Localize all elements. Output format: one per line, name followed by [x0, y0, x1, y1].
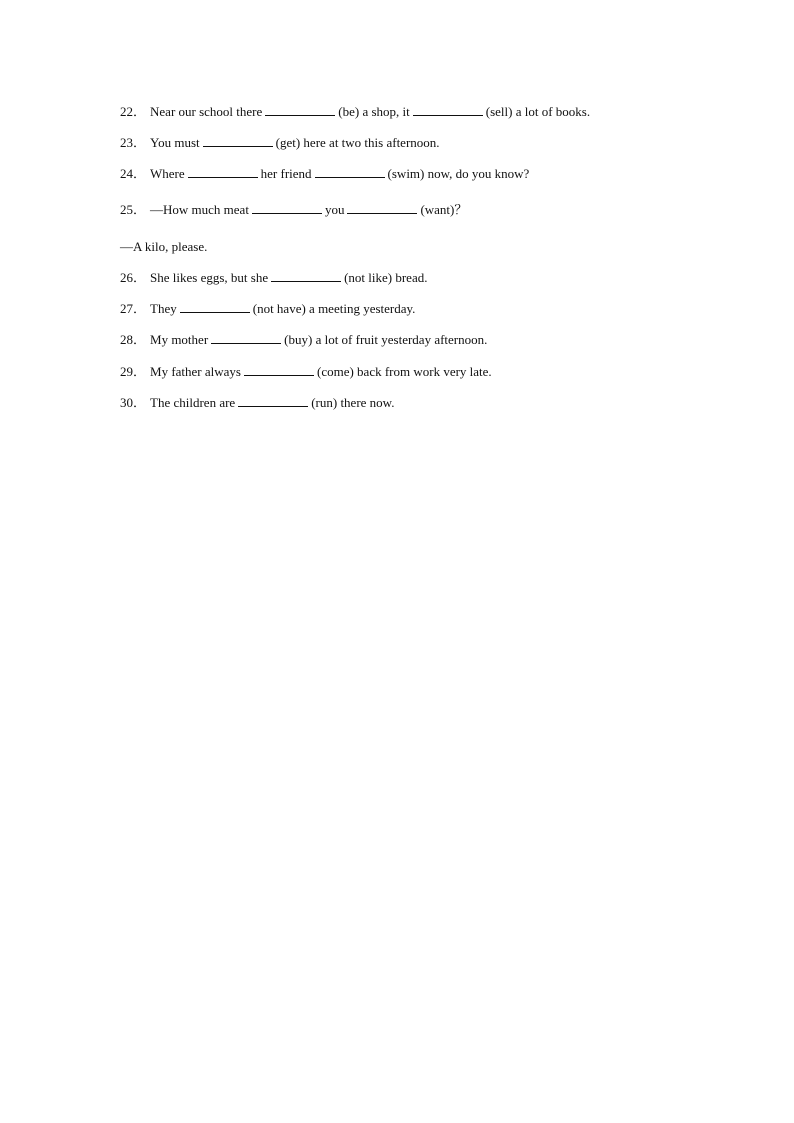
answer-blank[interactable]: [265, 114, 335, 116]
question-number: 30．: [120, 395, 147, 410]
question-text: (swim) now, do you know?: [387, 166, 530, 181]
question-text: (be) a shop, it: [338, 104, 410, 119]
question-text: My father always: [150, 364, 241, 379]
answer-blank[interactable]: [271, 280, 341, 282]
answer-blank[interactable]: [188, 176, 258, 178]
question-29: [120, 364, 492, 380]
question-22: [120, 104, 590, 120]
question-text: (not have) a meeting yesterday.: [252, 301, 416, 316]
question-text: She likes eggs, but she: [150, 270, 269, 285]
question-text: You must: [150, 135, 200, 150]
question-text: you: [324, 202, 345, 217]
question-24: [120, 166, 529, 182]
question-text: Where: [150, 166, 185, 181]
question-text: They: [150, 301, 177, 316]
question-text: (get) here at two this afternoon.: [275, 135, 440, 150]
question-text: (not like) bread.: [344, 270, 428, 285]
question-text: (come) back from work very late.: [316, 364, 492, 379]
question-28: [120, 332, 487, 348]
question-number: 27．: [120, 301, 147, 316]
question-text: her friend: [260, 166, 312, 181]
question-text: (sell) a lot of books.: [485, 104, 591, 119]
question-number: 22．: [120, 104, 147, 119]
answer-blank[interactable]: [180, 311, 250, 313]
question-text: My mother: [150, 332, 209, 347]
question-text: (want)？: [420, 202, 468, 217]
question-number: 24．: [120, 166, 147, 181]
question-26: [120, 270, 427, 286]
question-number: 23．: [120, 135, 147, 150]
question-text: —How much meat: [150, 202, 249, 217]
answer-blank[interactable]: [413, 114, 483, 116]
question-30: [120, 395, 394, 411]
question-25-reply: [120, 239, 207, 255]
question-text: Near our school there: [150, 104, 263, 119]
answer-blank[interactable]: [203, 145, 273, 147]
question-number: 29．: [120, 364, 147, 379]
question-23: [120, 135, 440, 151]
question-number: 25．: [120, 202, 147, 217]
question-number: 26．: [120, 270, 147, 285]
answer-blank[interactable]: [252, 212, 322, 214]
question-number: 28．: [120, 332, 147, 347]
question-25: [120, 202, 467, 218]
answer-blank[interactable]: [315, 176, 385, 178]
question-text: (run) there now.: [311, 395, 395, 410]
answer-blank[interactable]: [211, 342, 281, 344]
answer-blank[interactable]: [238, 405, 308, 407]
question-text: (buy) a lot of fruit yesterday afternoon.: [284, 332, 488, 347]
answer-blank[interactable]: [347, 212, 417, 214]
question-text: The children are: [150, 395, 236, 410]
question-27: [120, 301, 415, 317]
answer-blank[interactable]: [244, 374, 314, 376]
question-text: —A kilo, please.: [120, 239, 208, 254]
